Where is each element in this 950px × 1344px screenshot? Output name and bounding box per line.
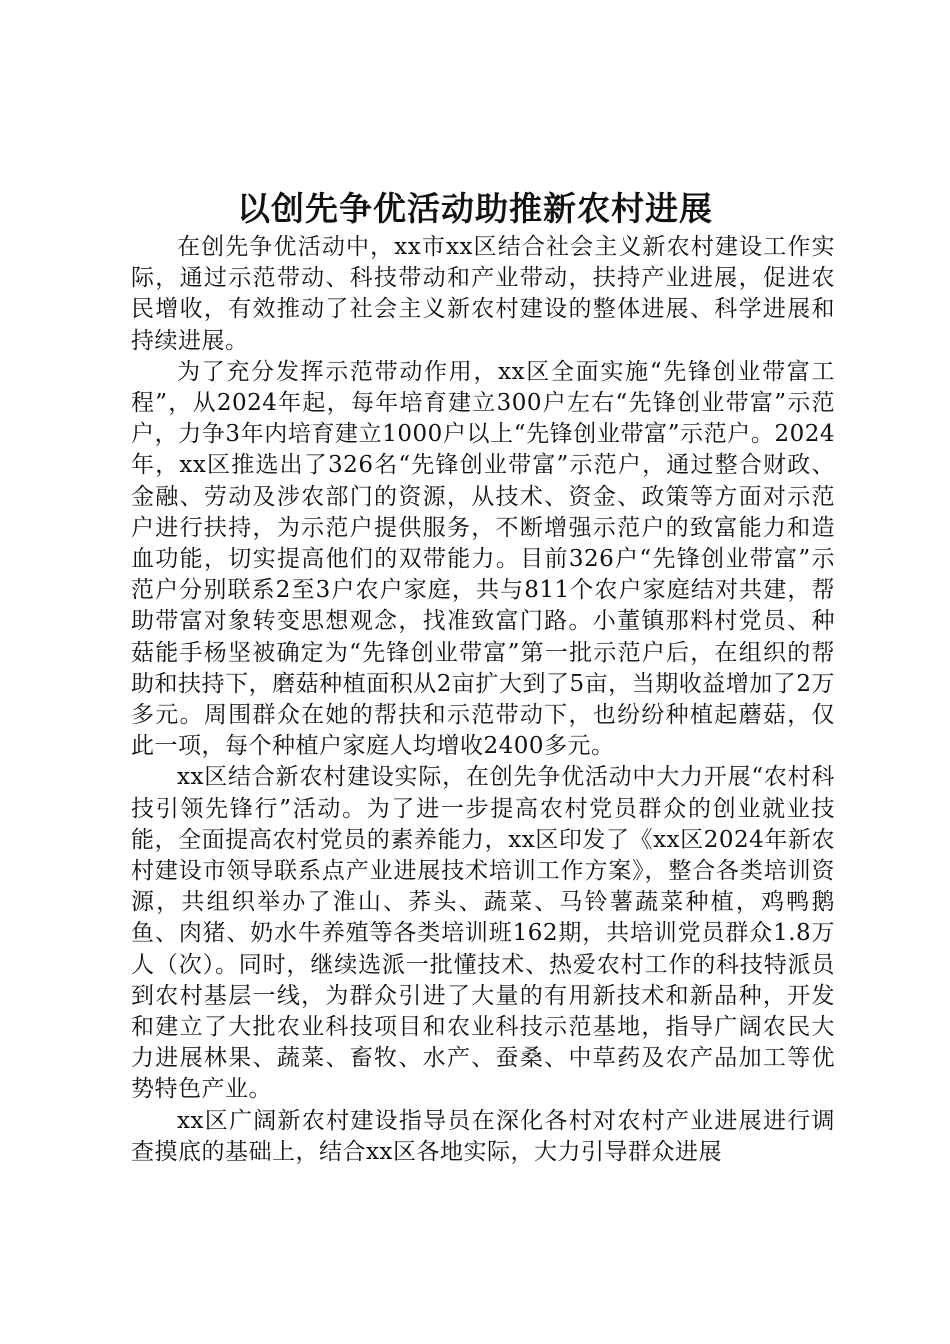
paragraph-technology: xx区结合新农村建设实际，在创先争优活动中大力开展“农村科技引领先锋行”活动。为了进一步提高农村党员群众的创业就业技能，全面提高农村党员的素养能力，xx区印发了《xx区2024年新农村建设市领导联系点产业进展技术培训工作方案》，整合各类培训资源，共组织举办了淮山、荞头、蔬菜、马铃薯蔬菜种植，鸡鸭鹅鱼、肉猪、奶水牛养殖等各类培训班162期，共培训党员群众1.8万人（次）。同时，继续选派一批懂技术、热爱农村工作的科技特派员到农村基层一线，为群众引进了大量的有用新技术和新品种，开发和建立了大批农业科技项目和农业科技示范基地，指导广阔农民大力进展林果、蔬菜、畜牧、水产、蚕桑、中草药及农产品加工等优势特色产业。 <box>131 764 835 1103</box>
paragraph-industry: xx区广阔新农村建设指导员在深化各村对农村产业进展进行调查摸底的基础上，结合xx区各地实际，大力引导群众进展 <box>131 1107 835 1165</box>
paragraph-intro: 在创先争优活动中，xx市xx区结合社会主义新农村建设工作实际，通过示范带动、科技带动和产业带动，扶持产业进展，促进农民增收，有效推动了社会主义新农村建设的整体进展、科学进展和持续进展。 <box>131 234 835 354</box>
document-body <box>131 232 835 1168</box>
paragraph-demonstration: 为了充分发挥示范带动作用，xx区全面实施“先锋创业带富工程”，从2024年起，每年培育建立300户左右“先锋创业带富”示范户，力争3年内培育建立1000户以上“先锋创业带富”示范户。2024年，xx区推选出了326名“先锋创业带富”示范户，通过整合财政、金融、劳动及涉农部门的资源，从技术、资金、政策等方面对示范户进行扶持，为示范户提供服务，不断增强示范户的致富能力和造血功能，切实提高他们的双带能力。目前326户“先锋创业带富”示范户分别联系2至3户农户家庭，共与811个农户家庭结对共建，帮助带富对象转变思想观念，找准致富门路。小董镇那料村党员、种菇能手杨坚被确定为“先锋创业带富”第一批示范户后，在组织的帮助和扶持下，磨菇种植面积从2亩扩大到了5亩，当期收益增加了2万多元。周围群众在她的帮扶和示范带动下，也纷纷种植起蘑菇，仅此一项，每个种植户家庭人均增收2400多元。 <box>131 358 835 760</box>
document-title: 以创先争优活动助推新农村进展 <box>237 189 713 228</box>
